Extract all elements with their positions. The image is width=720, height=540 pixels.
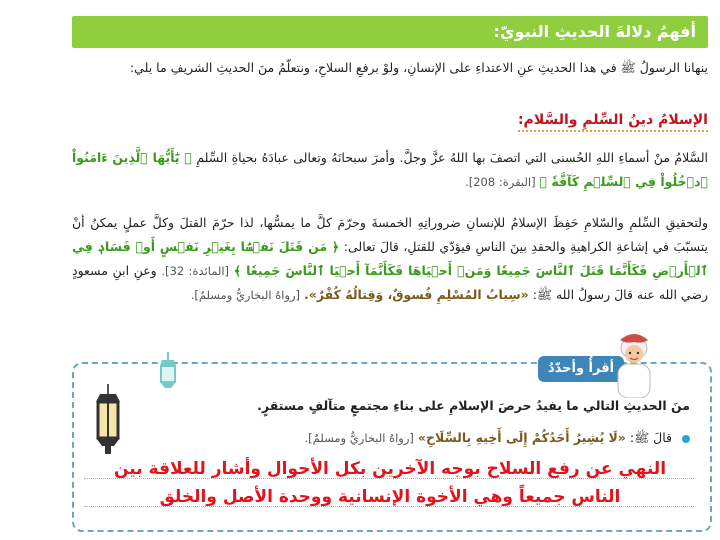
paragraph-peace-text: السَّلامُ منْ أسماءِ اللهِ الحُسنى التي اتصفَ بها اللهُ عزَّ وجلَّ. وأمرَ سبحانَهُ وتعالى عبادَهُ بحياةِ السِّلمِ	[196, 150, 708, 165]
verse-reference-baqarah: [البقرة: 208].	[465, 175, 536, 189]
paragraph-peace	[72, 146, 708, 194]
activity-hadith-intro: قالَ ﷺ:	[629, 430, 673, 445]
hadith-reference: [رواهُ البخاريُّ ومسلمٌ].	[190, 288, 301, 302]
answer-line-2[interactable]: الناس جميعاً وهي الأخوة الإنسانية ووحدة الأصل والخلق	[159, 487, 621, 507]
hadith-intro-text: وعنِ ابنِ مسعودٍ رضي الله عنه قالَ رسولُ الله ﷺ:	[72, 263, 708, 302]
section-header	[72, 16, 708, 48]
quran-verse-maidah: ﴿ مَن قَتَلَ نَفۡسَۢا بِغَيۡرِ نَفۡسٍ أَوۡ فَسَادٖ فِي ٱلۡأَرۡضِ فَكَأَنَّمَا قَتَلَ ٱلنَّاسَ جَمِيعٗا وَمَنۡ أَحۡيَاهَا فَكَأَنَّمَآ أَحۡيَا ٱلنَّاسَ جَمِيعٗا ﴾	[72, 239, 708, 278]
answer-line-1[interactable]: النهي عن رفع السلاح بوجه الآخرين بكل الأحوال وأشار للعلاقة بين	[113, 459, 667, 479]
lantern-icon	[90, 384, 126, 458]
quran-verse-baqarah: ﴿ يَٰٓأَيُّهَا ٱلَّذِينَ ءَامَنُواْ ٱدۡخُلُواْ فِي ٱلسِّلۡمِ كَآفَّةٗ ﴾	[72, 150, 708, 189]
subheading-islam-peace: الإسلامُ دينُ السِّلمِ والسَّلام:	[518, 112, 708, 132]
paragraph-protection	[72, 211, 708, 307]
intro-paragraph: ينهانا الرسولُ ﷺ في هذا الحديثِ عنِ الاعتداءِ على الإنسانِ، ولوْ برفعِ السلاحِ، ونتعلّمُ منَ الحديثِ الشريفِ ما يلي:	[129, 60, 708, 75]
activity-hadith-line	[305, 430, 690, 449]
paragraph-protection-text: ولتحقيقِ السِّلمِ والسّلامِ حَفِظَ الإسلامُ للإنسانِ ضروراتِهِ الخمسةَ وحرّمَ كلَّ ما يمسُّها، لذا حرّمَ القتلَ وكلَّ عملٍ يمكنُ أنْ يتسبّبَ في إشاعةِ الكراهيةِ والحقدِ بينَ الناسِ فيؤدّي للقتلِ، قالَ تعالى:	[72, 215, 708, 254]
activity-hadith-reference: [رواهُ البخاريُّ ومسلمٌ].	[304, 431, 414, 445]
verse-reference-maidah: [المائدة: 32].	[161, 264, 230, 278]
bullet-icon	[682, 435, 690, 443]
small-lantern-icon	[156, 352, 180, 392]
student-illustration	[606, 330, 662, 398]
section-header-title: أفهمُ دلالةَ الحديثِ النبويّ:	[493, 22, 696, 41]
activity-tab: أقرأُ وأحدّدُ	[538, 356, 624, 382]
hadith-text: «سِبابُ المُسْلِمِ فُسوقٌ، وَقِتالُهُ كُفْرٌ».	[304, 287, 529, 302]
activity-question: منَ الحديثِ التالي ما يفيدُ حرصَ الإسلامِ على بناءِ مجتمعٍ متآلفٍ مستقرٍ.	[257, 398, 690, 413]
activity-hadith-text: «لَا يُشِيرُ أَحَدُكُمْ إِلَى أَخِيهِ بِالسِّلَاحِ»	[417, 430, 626, 445]
